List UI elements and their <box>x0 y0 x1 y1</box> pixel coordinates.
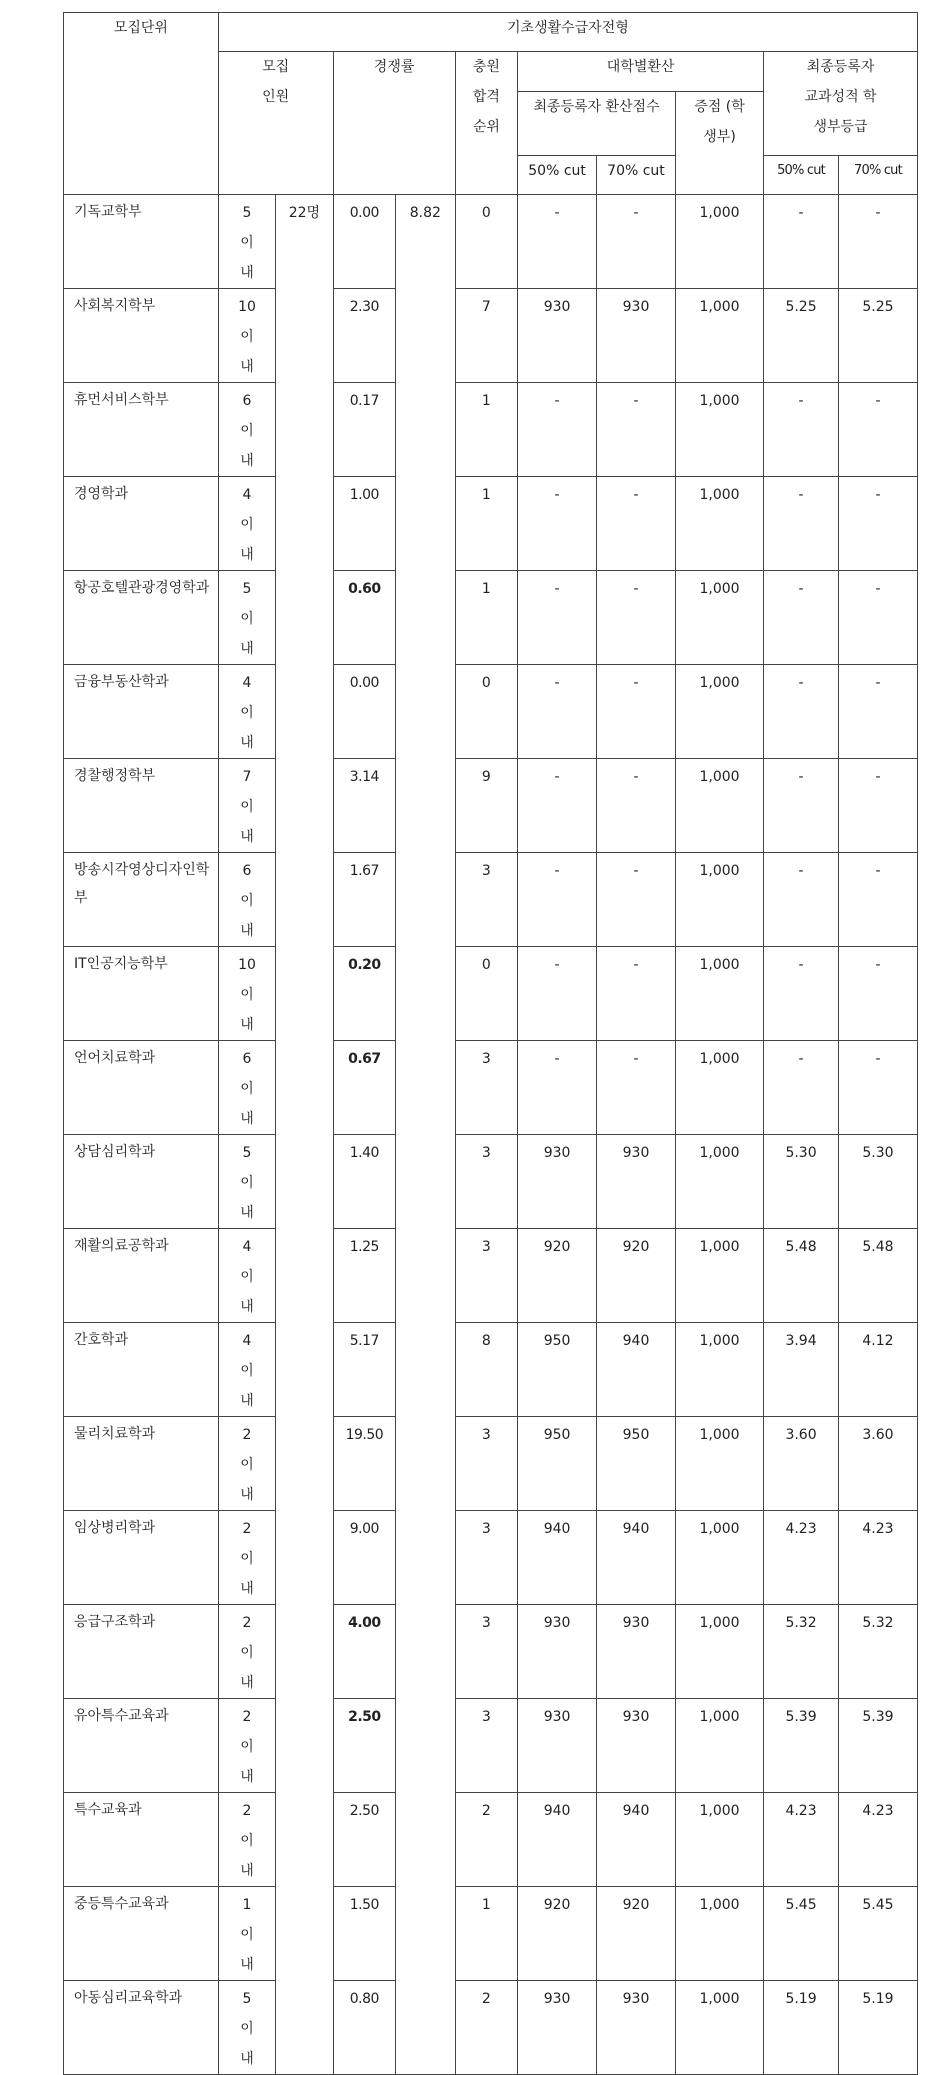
unit-cell: 경영학과 <box>64 477 219 571</box>
grade-cut70-cell: 5.30 <box>838 1135 917 1229</box>
competition-cell: 2.50 <box>333 1793 396 1887</box>
unit-cell: 임상병리학과 <box>64 1511 219 1605</box>
competition-cell: 0.20 <box>333 947 396 1041</box>
waitlist-cell: 0 <box>455 665 518 759</box>
competition-cell: 4.00 <box>333 1605 396 1699</box>
table-row <box>64 477 918 571</box>
increment-cell: 1,000 <box>675 1605 763 1699</box>
total-capacity-cell: 22명 <box>276 195 333 2075</box>
table-row <box>64 1887 918 1981</box>
competition-cell: 2.30 <box>333 289 396 383</box>
waitlist-cell: 3 <box>455 1041 518 1135</box>
unit-cell: 재활의료공학과 <box>64 1229 219 1323</box>
score-cut50-cell: 920 <box>518 1229 597 1323</box>
header-competition: 경쟁률 <box>333 52 455 195</box>
header-cut70: 70% cut <box>597 156 676 195</box>
waitlist-cell: 1 <box>455 571 518 665</box>
capacity-cell: 4 이내 <box>218 477 275 571</box>
waitlist-cell: 8 <box>455 1323 518 1417</box>
table-row <box>64 289 918 383</box>
table-row <box>64 1135 918 1229</box>
grade-cut70-cell: - <box>838 195 917 289</box>
score-cut70-cell: 940 <box>597 1793 676 1887</box>
score-cut50-cell: 920 <box>518 1887 597 1981</box>
competition-cell: 0.67 <box>333 1041 396 1135</box>
header-track: 기초생활수급자전형 <box>218 13 917 52</box>
increment-cell: 1,000 <box>675 383 763 477</box>
score-cut70-cell: 940 <box>597 1511 676 1605</box>
table-row <box>64 1041 918 1135</box>
table-row <box>64 571 918 665</box>
score-cut70-cell: 930 <box>597 1981 676 2075</box>
increment-cell: 1,000 <box>675 289 763 383</box>
score-cut70-cell: - <box>597 383 676 477</box>
increment-cell: 1,000 <box>675 1323 763 1417</box>
capacity-cell: 5 이내 <box>218 1981 275 2075</box>
table-row <box>64 1323 918 1417</box>
score-cut50-cell: 950 <box>518 1417 597 1511</box>
grade-cut70-cell: - <box>838 665 917 759</box>
grade-cut70-cell: - <box>838 383 917 477</box>
score-cut70-cell: - <box>597 571 676 665</box>
score-cut70-cell: - <box>597 947 676 1041</box>
waitlist-cell: 7 <box>455 289 518 383</box>
score-cut70-cell: - <box>597 853 676 947</box>
score-cut50-cell: - <box>518 853 597 947</box>
header-grade-cut70: 70% cut <box>838 156 917 195</box>
unit-cell: IT인공지능학부 <box>64 947 219 1041</box>
score-cut50-cell: 940 <box>518 1511 597 1605</box>
grade-cut70-cell: 4.23 <box>838 1511 917 1605</box>
header-grade: 최종등록자 교과성적 학생부등급 <box>764 52 918 156</box>
score-cut50-cell: - <box>518 571 597 665</box>
grade-cut50-cell: 4.23 <box>764 1511 839 1605</box>
score-cut50-cell: 930 <box>518 1605 597 1699</box>
grade-cut50-cell: - <box>764 477 839 571</box>
table-row <box>64 1605 918 1699</box>
score-cut70-cell: - <box>597 195 676 289</box>
score-cut50-cell: - <box>518 759 597 853</box>
unit-cell: 경찰행정학부 <box>64 759 219 853</box>
capacity-cell: 5 이내 <box>218 1135 275 1229</box>
score-cut70-cell: 930 <box>597 1605 676 1699</box>
table-row <box>64 1417 918 1511</box>
score-cut70-cell: 930 <box>597 1699 676 1793</box>
unit-cell: 항공호텔관광경영학과 <box>64 571 219 665</box>
waitlist-cell: 3 <box>455 853 518 947</box>
capacity-cell: 6 이내 <box>218 383 275 477</box>
competition-cell: 19.50 <box>333 1417 396 1511</box>
score-cut50-cell: - <box>518 947 597 1041</box>
unit-cell: 간호학과 <box>64 1323 219 1417</box>
table-row <box>64 759 918 853</box>
header-capacity: 모집 인원 <box>218 52 333 195</box>
unit-cell: 응급구조학과 <box>64 1605 219 1699</box>
score-cut70-cell: 930 <box>597 289 676 383</box>
grade-cut70-cell: 4.12 <box>838 1323 917 1417</box>
unit-cell: 기독교학부 <box>64 195 219 289</box>
competition-cell: 1.25 <box>333 1229 396 1323</box>
grade-cut50-cell: 5.25 <box>764 289 839 383</box>
capacity-cell: 7 이내 <box>218 759 275 853</box>
competition-cell: 9.00 <box>333 1511 396 1605</box>
increment-cell: 1,000 <box>675 1511 763 1605</box>
waitlist-cell: 0 <box>455 195 518 289</box>
increment-cell: 1,000 <box>675 665 763 759</box>
grade-cut70-cell: - <box>838 571 917 665</box>
increment-cell: 1,000 <box>675 759 763 853</box>
total-competition-cell: 8.82 <box>396 195 455 2075</box>
waitlist-cell: 3 <box>455 1605 518 1699</box>
increment-cell: 1,000 <box>675 1793 763 1887</box>
competition-cell: 1.67 <box>333 853 396 947</box>
unit-cell: 중등특수교육과 <box>64 1887 219 1981</box>
unit-cell: 상담심리학과 <box>64 1135 219 1229</box>
unit-cell: 아동심리교육학과 <box>64 1981 219 2075</box>
grade-cut70-cell: - <box>838 477 917 571</box>
score-cut70-cell: 920 <box>597 1887 676 1981</box>
score-cut50-cell: - <box>518 383 597 477</box>
increment-cell: 1,000 <box>675 1887 763 1981</box>
competition-cell: 0.80 <box>333 1981 396 2075</box>
grade-cut50-cell: - <box>764 665 839 759</box>
grade-cut50-cell: - <box>764 759 839 853</box>
grade-cut50-cell: 4.23 <box>764 1793 839 1887</box>
unit-cell: 방송시각영상디자인학부 <box>64 853 219 947</box>
grade-cut50-cell: 5.48 <box>764 1229 839 1323</box>
score-cut50-cell: 930 <box>518 289 597 383</box>
grade-cut50-cell: - <box>764 195 839 289</box>
grade-cut50-cell: - <box>764 383 839 477</box>
grade-cut70-cell: 5.25 <box>838 289 917 383</box>
waitlist-cell: 1 <box>455 383 518 477</box>
competition-cell: 1.00 <box>333 477 396 571</box>
competition-cell: 3.14 <box>333 759 396 853</box>
grade-cut50-cell: 5.45 <box>764 1887 839 1981</box>
grade-cut70-cell: - <box>838 759 917 853</box>
waitlist-cell: 0 <box>455 947 518 1041</box>
waitlist-cell: 2 <box>455 1981 518 2075</box>
score-cut50-cell: - <box>518 665 597 759</box>
table-row <box>64 1981 918 2075</box>
competition-cell: 1.40 <box>333 1135 396 1229</box>
table-row <box>64 1699 918 1793</box>
waitlist-cell: 1 <box>455 1887 518 1981</box>
header-cut50: 50% cut <box>518 156 597 195</box>
score-cut70-cell: 940 <box>597 1323 676 1417</box>
score-cut70-cell: - <box>597 1041 676 1135</box>
increment-cell: 1,000 <box>675 853 763 947</box>
score-cut50-cell: 930 <box>518 1135 597 1229</box>
grade-cut50-cell: 5.19 <box>764 1981 839 2075</box>
grade-cut70-cell: - <box>838 1041 917 1135</box>
grade-cut50-cell: 5.39 <box>764 1699 839 1793</box>
score-cut50-cell: - <box>518 1041 597 1135</box>
capacity-cell: 1 이내 <box>218 1887 275 1981</box>
competition-cell: 0.00 <box>333 195 396 289</box>
score-cut70-cell: 950 <box>597 1417 676 1511</box>
capacity-cell: 2 이내 <box>218 1793 275 1887</box>
competition-cell: 0.60 <box>333 571 396 665</box>
capacity-cell: 2 이내 <box>218 1699 275 1793</box>
capacity-cell: 4 이내 <box>218 1323 275 1417</box>
increment-cell: 1,000 <box>675 1417 763 1511</box>
capacity-cell: 5 이내 <box>218 195 275 289</box>
increment-cell: 1,000 <box>675 477 763 571</box>
capacity-cell: 4 이내 <box>218 665 275 759</box>
score-cut50-cell: 930 <box>518 1699 597 1793</box>
header-univ-score: 대학별환산 <box>518 52 764 92</box>
table-row <box>64 383 918 477</box>
admission-results-table <box>63 12 918 2075</box>
grade-cut50-cell: - <box>764 947 839 1041</box>
competition-cell: 2.50 <box>333 1699 396 1793</box>
grade-cut50-cell: - <box>764 1041 839 1135</box>
competition-cell: 5.17 <box>333 1323 396 1417</box>
waitlist-cell: 3 <box>455 1511 518 1605</box>
waitlist-cell: 1 <box>455 477 518 571</box>
increment-cell: 1,000 <box>675 195 763 289</box>
grade-cut70-cell: 5.32 <box>838 1605 917 1699</box>
increment-cell: 1,000 <box>675 1135 763 1229</box>
score-cut70-cell: - <box>597 665 676 759</box>
score-cut50-cell: 950 <box>518 1323 597 1417</box>
score-cut70-cell: - <box>597 759 676 853</box>
grade-cut50-cell: - <box>764 571 839 665</box>
capacity-cell: 4 이내 <box>218 1229 275 1323</box>
score-cut50-cell: - <box>518 195 597 289</box>
score-cut70-cell: 930 <box>597 1135 676 1229</box>
increment-cell: 1,000 <box>675 1041 763 1135</box>
capacity-cell: 6 이내 <box>218 1041 275 1135</box>
increment-cell: 1,000 <box>675 1229 763 1323</box>
score-cut70-cell: - <box>597 477 676 571</box>
grade-cut70-cell: 5.19 <box>838 1981 917 2075</box>
table-row <box>64 1511 918 1605</box>
score-cut50-cell: - <box>518 477 597 571</box>
waitlist-cell: 2 <box>455 1793 518 1887</box>
increment-cell: 1,000 <box>675 947 763 1041</box>
grade-cut70-cell: 5.39 <box>838 1699 917 1793</box>
header-grade-cut50: 50% cut <box>764 156 839 195</box>
grade-cut50-cell: 5.32 <box>764 1605 839 1699</box>
score-cut50-cell: 940 <box>518 1793 597 1887</box>
waitlist-cell: 3 <box>455 1699 518 1793</box>
table-row <box>64 853 918 947</box>
waitlist-cell: 9 <box>455 759 518 853</box>
unit-cell: 물리치료학과 <box>64 1417 219 1511</box>
table-row <box>64 947 918 1041</box>
increment-cell: 1,000 <box>675 1981 763 2075</box>
unit-cell: 특수교육과 <box>64 1793 219 1887</box>
header-final-score: 최종등록자 환산점수 <box>518 92 676 156</box>
unit-cell: 언어치료학과 <box>64 1041 219 1135</box>
grade-cut50-cell: 3.60 <box>764 1417 839 1511</box>
capacity-cell: 2 이내 <box>218 1605 275 1699</box>
grade-cut70-cell: 5.48 <box>838 1229 917 1323</box>
grade-cut70-cell: 5.45 <box>838 1887 917 1981</box>
waitlist-cell: 3 <box>455 1229 518 1323</box>
grade-cut50-cell: - <box>764 853 839 947</box>
table-row <box>64 1793 918 1887</box>
grade-cut70-cell: - <box>838 947 917 1041</box>
grade-cut70-cell: - <box>838 853 917 947</box>
unit-cell: 금융부동산학과 <box>64 665 219 759</box>
capacity-cell: 10 이내 <box>218 947 275 1041</box>
header-waitlist: 충원 합격 순위 <box>455 52 518 195</box>
unit-cell: 사회복지학부 <box>64 289 219 383</box>
grade-cut70-cell: 4.23 <box>838 1793 917 1887</box>
capacity-cell: 5 이내 <box>218 571 275 665</box>
unit-cell: 휴먼서비스학부 <box>64 383 219 477</box>
header-unit: 모집단위 <box>64 13 219 195</box>
waitlist-cell: 3 <box>455 1135 518 1229</box>
capacity-cell: 2 이내 <box>218 1511 275 1605</box>
increment-cell: 1,000 <box>675 571 763 665</box>
increment-cell: 1,000 <box>675 1699 763 1793</box>
competition-cell: 0.17 <box>333 383 396 477</box>
capacity-cell: 6 이내 <box>218 853 275 947</box>
unit-cell: 유아특수교육과 <box>64 1699 219 1793</box>
grade-cut50-cell: 3.94 <box>764 1323 839 1417</box>
table-row <box>64 195 918 289</box>
competition-cell: 1.50 <box>333 1887 396 1981</box>
grade-cut50-cell: 5.30 <box>764 1135 839 1229</box>
score-cut70-cell: 920 <box>597 1229 676 1323</box>
waitlist-cell: 3 <box>455 1417 518 1511</box>
header-increment: 증점 (학생부) <box>675 92 763 195</box>
competition-cell: 0.00 <box>333 665 396 759</box>
capacity-cell: 10 이내 <box>218 289 275 383</box>
grade-cut70-cell: 3.60 <box>838 1417 917 1511</box>
score-cut50-cell: 930 <box>518 1981 597 2075</box>
table-row <box>64 665 918 759</box>
capacity-cell: 2 이내 <box>218 1417 275 1511</box>
table-row <box>64 1229 918 1323</box>
